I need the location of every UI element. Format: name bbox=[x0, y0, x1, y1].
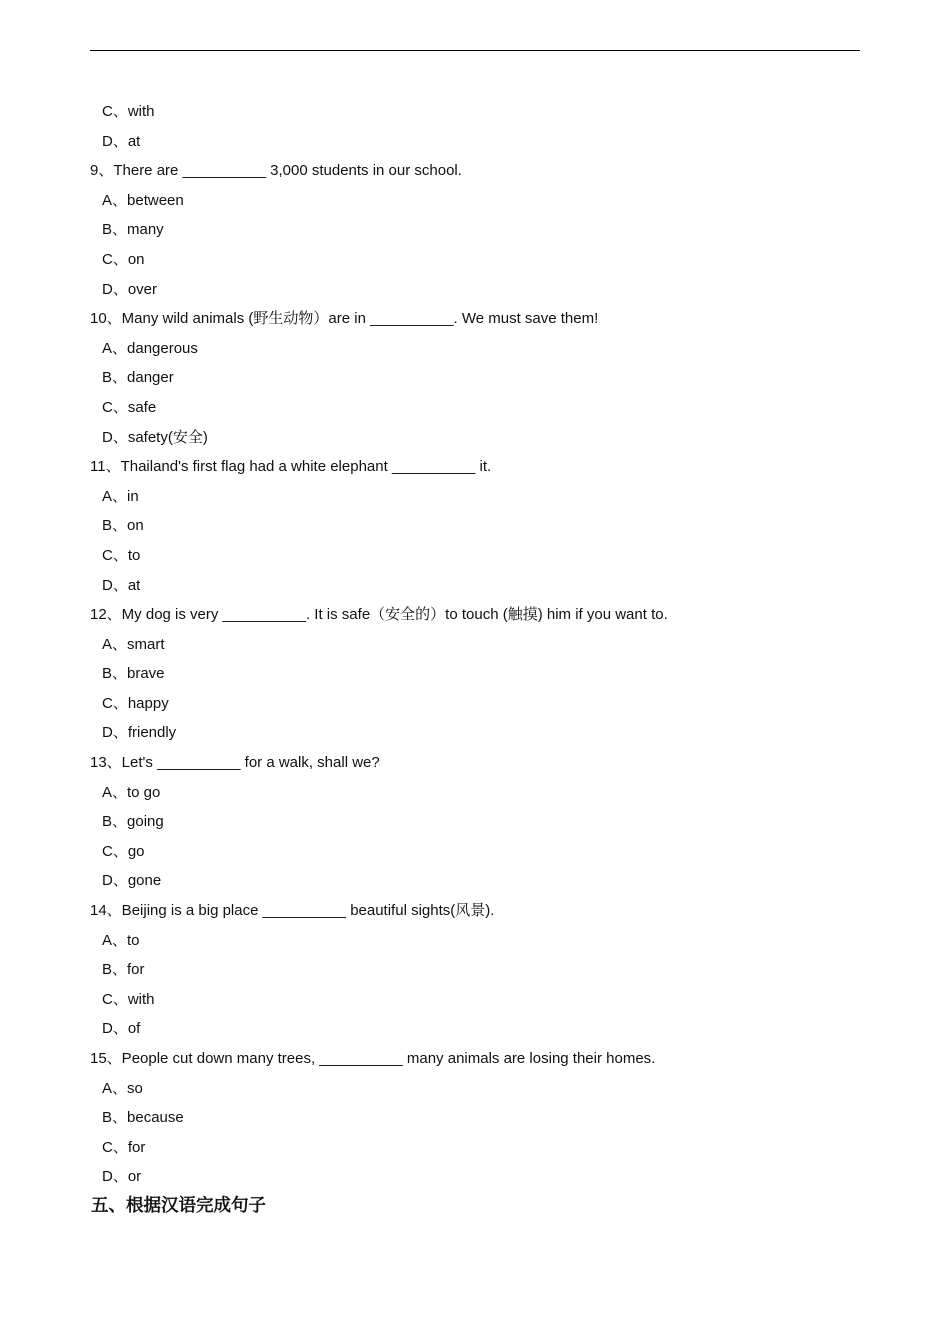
question-text: 12、My dog is very __________. It is safe（安全的）to touch (触摸) him if you want to. bbox=[90, 606, 668, 624]
answer-option: C、with bbox=[102, 990, 155, 1008]
answer-option: B、brave bbox=[102, 665, 165, 683]
answer-option: D、over bbox=[102, 280, 158, 298]
answer-option: B、because bbox=[102, 1109, 184, 1127]
answer-option: B、danger bbox=[102, 369, 174, 387]
question-text: 10、Many wild animals (野生动物）are in __________. We must save them! bbox=[90, 310, 599, 328]
answer-option: C、safe bbox=[102, 398, 157, 416]
answer-option: B、for bbox=[102, 961, 145, 979]
question-text: 15、People cut down many trees, __________ many animals are losing their homes. bbox=[90, 1050, 656, 1067]
answer-option: D、friendly bbox=[102, 724, 177, 742]
answer-option: D、or bbox=[102, 1168, 142, 1186]
answer-option: C、with bbox=[102, 103, 155, 120]
answer-option: B、many bbox=[102, 221, 164, 239]
header-rule bbox=[90, 50, 860, 51]
answer-option: A、smart bbox=[102, 635, 165, 653]
answer-option: B、going bbox=[102, 813, 164, 831]
answer-option: C、happy bbox=[102, 694, 169, 712]
question-text: 11、Thailand's first flag had a white elephant __________ it. bbox=[90, 458, 492, 476]
answer-option: A、dangerous bbox=[102, 339, 198, 357]
answer-option: A、to bbox=[102, 931, 140, 949]
answer-option: A、in bbox=[102, 487, 139, 505]
question-text: 9、There are __________ 3,000 students in our school. bbox=[90, 162, 462, 180]
answer-option: C、for bbox=[102, 1138, 146, 1156]
answer-option: D、at bbox=[102, 132, 141, 150]
answer-option: C、to bbox=[102, 546, 141, 564]
answer-option: D、at bbox=[102, 576, 141, 594]
question-text: 14、Beijing is a big place __________ beautiful sights(风景). bbox=[90, 902, 495, 920]
answer-option: C、go bbox=[102, 842, 145, 860]
answer-option: D、gone bbox=[102, 872, 162, 890]
answer-option: D、of bbox=[102, 1020, 141, 1038]
section-heading: 五、根据汉语完成句子 bbox=[91, 1196, 266, 1216]
answer-option: A、so bbox=[102, 1079, 143, 1097]
answer-option: A、to go bbox=[102, 783, 161, 801]
answer-option: D、safety(安全) bbox=[102, 428, 208, 446]
answer-option: A、between bbox=[102, 191, 184, 209]
question-text: 13、Let's __________ for a walk, shall we? bbox=[90, 754, 380, 772]
question-list bbox=[90, 97, 870, 1192]
answer-option: B、on bbox=[102, 517, 144, 535]
answer-option: C、on bbox=[102, 250, 145, 268]
